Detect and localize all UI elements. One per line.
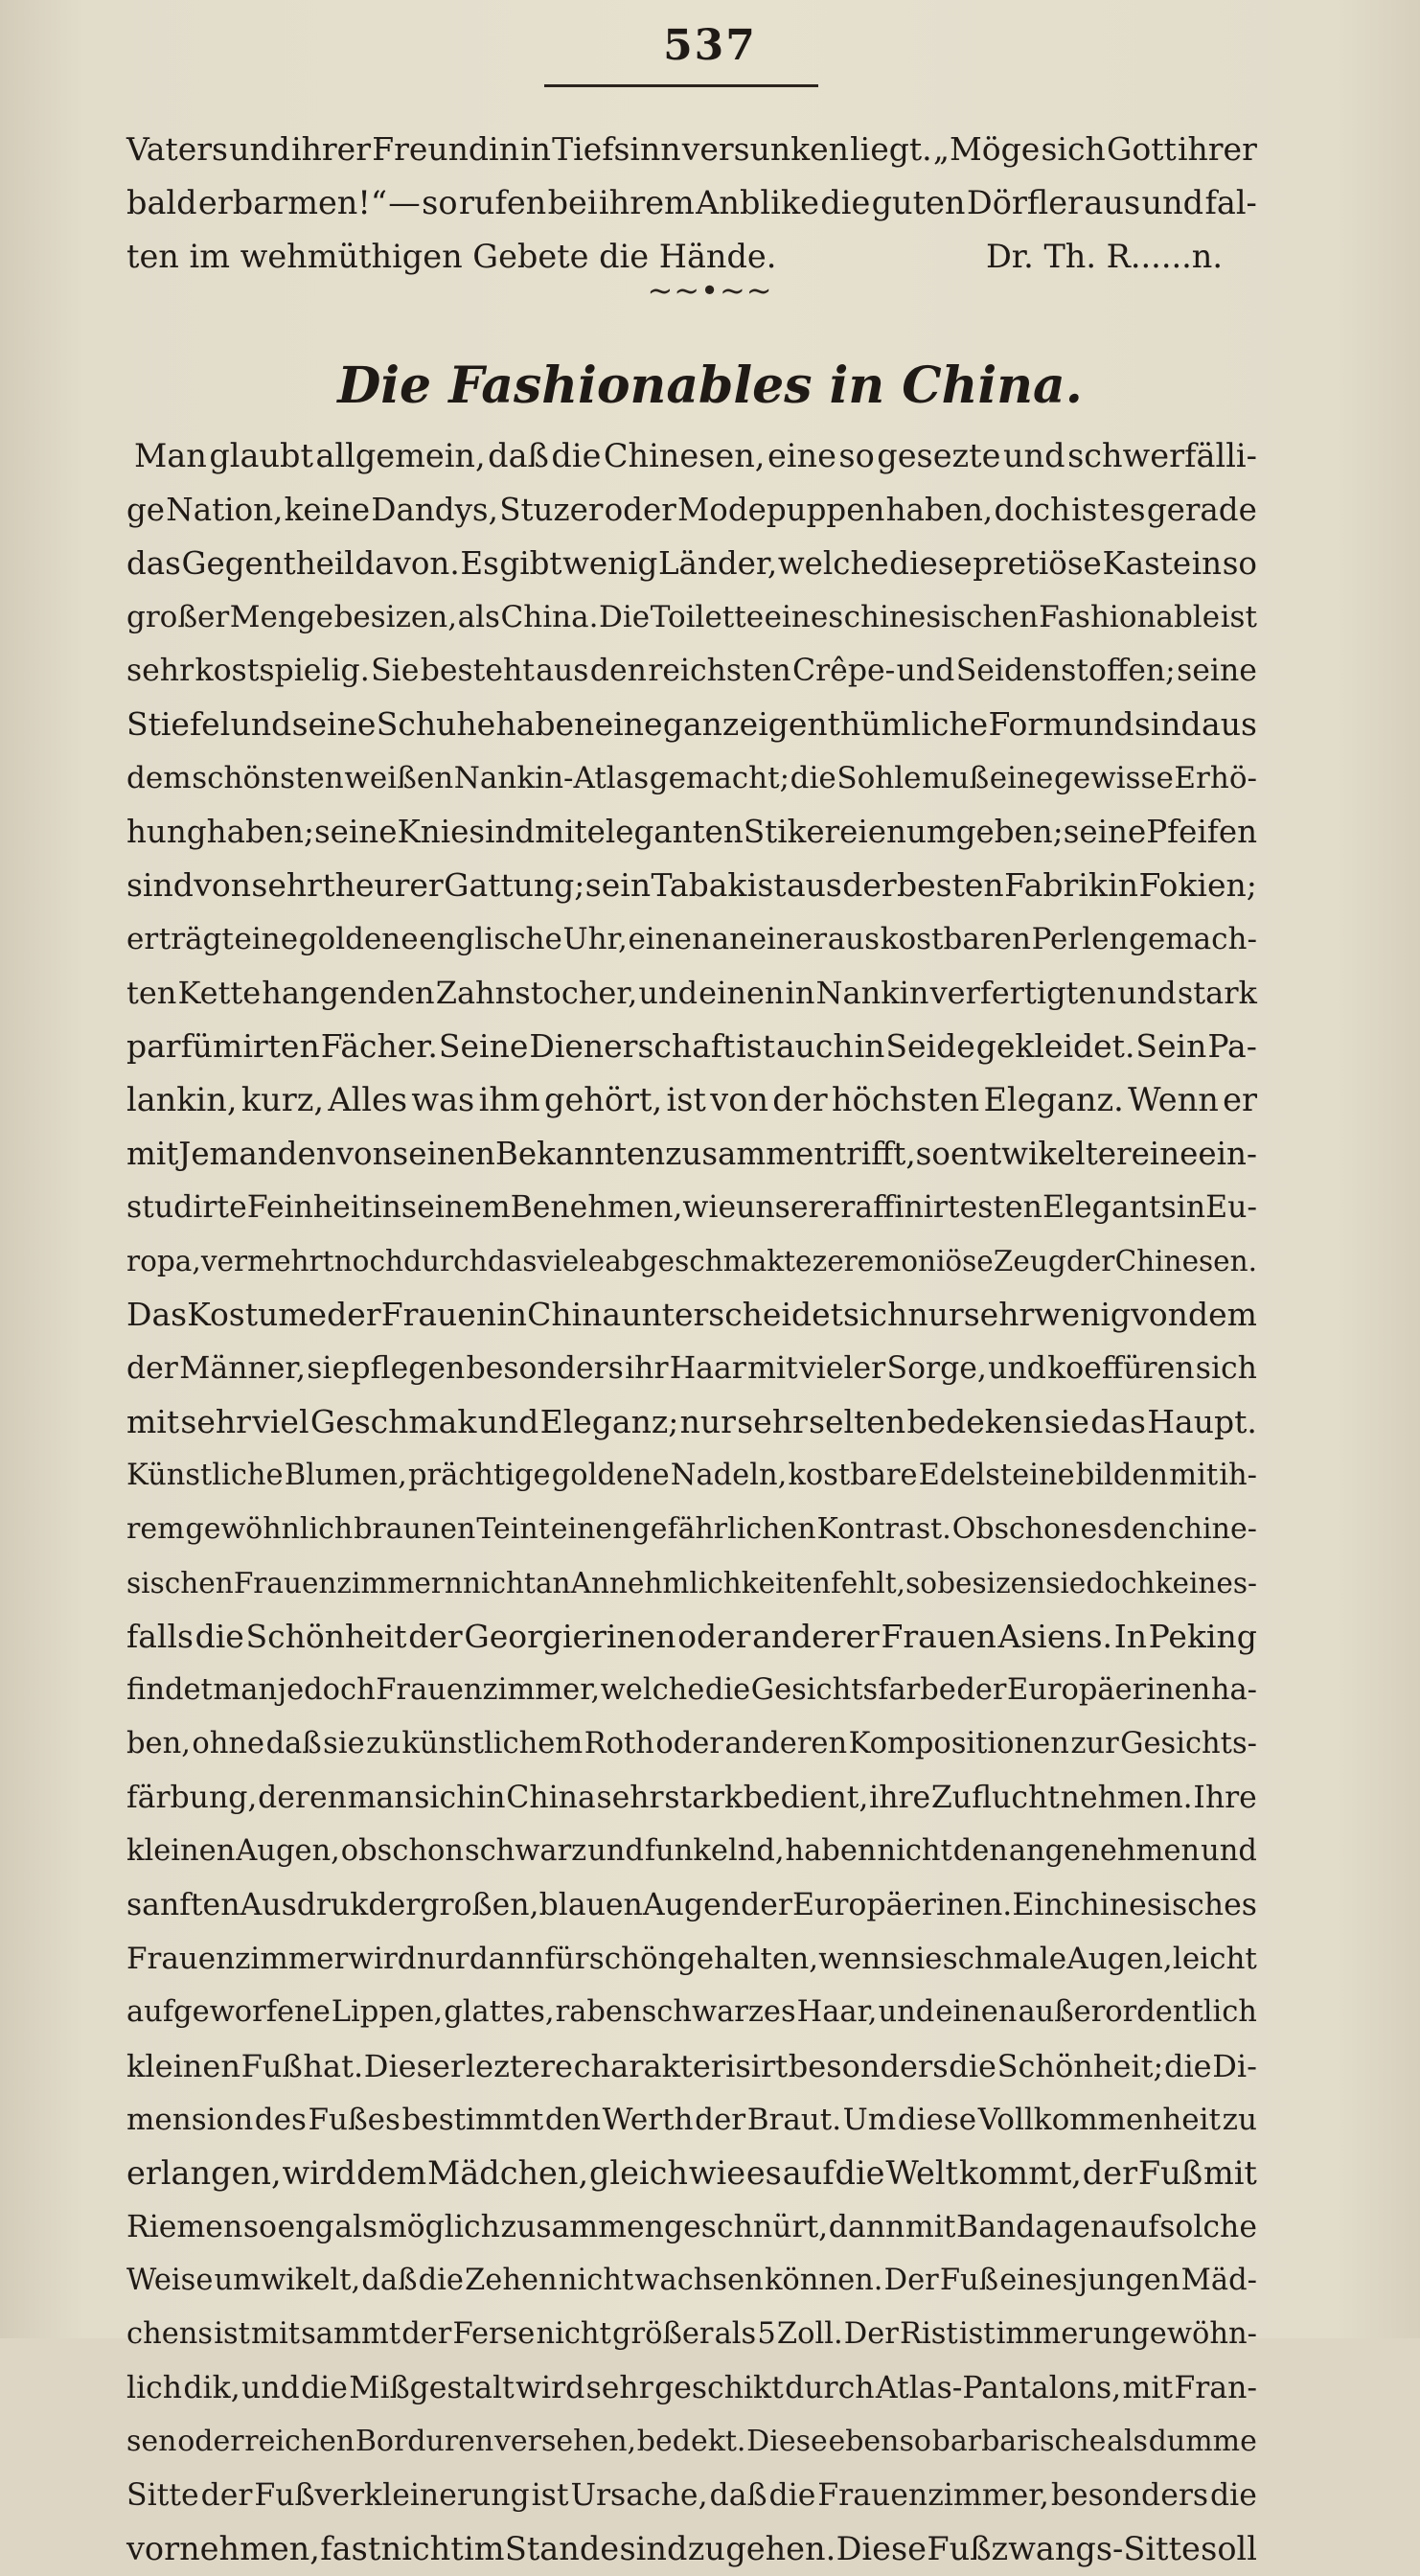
text-line: studirte Feinheit in seinem Benehmen, wie unsere raffinirtesten Elegants in Eu- (126, 1190, 1258, 1225)
header-rule (544, 84, 818, 87)
text-line: sind von sehr theurer Gattung; sein Tabak ist aus der besten Fabrik in Fokien; (126, 866, 1257, 904)
text-line: sischen Frauenzimmern nicht an Annehmlichkeiten fehlt, so besizen sie doch keines- (126, 1567, 1257, 1599)
text-line: mit sehr viel Geschmak und Eleganz; nur sehr selten bedeken sie das Haupt. (126, 1403, 1257, 1440)
text-line: Vaters und ihrer Freundin in Tiefsinn versunken liegt. „Möge sich Gott ihrer (126, 130, 1257, 168)
text-line: färbung, deren man sich in China sehr stark bedient, ihre Zuflucht nehmen. Ihre (126, 1781, 1257, 1815)
text-line: mit Jemanden von seinen Bekannten zusammentrifft, so entwikelt er eine ein- (126, 1136, 1257, 1172)
text-line: ben, ohne daß sie zu künstlichem Roth oder anderen Kompositionen zur Gesichts- (126, 1727, 1257, 1760)
text-line: Man glaubt allgemein, daß die Chinesen, eine so gesezte und schwerfälli- (134, 437, 1257, 474)
text-line: ten Kette hangenden Zahnstocher, und einen in Nankin verfertigten und stark (126, 975, 1257, 1011)
text-line: aufgeworfene Lippen, glattes, rabenschwarzes Haar, und einen außerordentlich (126, 1995, 1257, 2029)
text-line: großer Menge besizen, als China. Die Toilette eines chinesischen Fashionable ist (126, 600, 1257, 634)
text-line: das Gegentheil davon. Es gibt wenig Länder, welche diese pretiöse Kaste in so (126, 545, 1257, 582)
text-line: kleinen Fuß hat. Dieser leztere charakterisirt besonders die Schönheit; die Di- (126, 2048, 1257, 2084)
text-line: vornehmen, fast nicht im Stande sind zu gehen. Diese Fußzwangs-Sitte soll (126, 2530, 1257, 2567)
previous-article-ending (126, 123, 1257, 284)
page-number: 537 (663, 21, 757, 70)
text-line: sanften Ausdruk der großen, blauen Augen der Europäerinen. Ein chinesisches (126, 1888, 1257, 1922)
text-line: hung haben; seine Knie sind mit eleganten Stikereien umgeben; seine Pfeifen (126, 814, 1257, 850)
text-line: Stiefel und seine Schuhe haben eine ganz eigenthümliche Form und sind aus (126, 705, 1257, 743)
text-line: der Männer, sie pflegen besonders ihr Haar mit vieler Sorge, und koeffüren sich (126, 1351, 1257, 1386)
text-line: lich dik, und die Mißgestalt wird sehr geschikt durch Atlas-Pantalons, mit Fran- (126, 2371, 1257, 2405)
text-line: rem gewöhnlich braunen Teint einen gefährlichen Kontrast. Obschon es den chine- (126, 1512, 1257, 1546)
text-line: ropa, vermehrt noch durch das viele abgeschmakte zeremoniöse Zeug der Chinesen. (126, 1245, 1257, 1277)
text-line: Riemen so eng als möglich zusammengeschnürt, dann mit Bandagen auf solche (126, 2210, 1257, 2244)
text-line: bald erbarmen!“ — so rufen bei ihrem Anblike die guten Dörfler aus und fal- (126, 184, 1257, 221)
text-line: falls die Schönheit der Georgierinen oder anderer Frauen Asiens. In Peking (126, 1618, 1257, 1655)
text-line: parfümirten Fächer. Seine Dienerschaft ist auch in Seide gekleidet. Sein Pa- (126, 1027, 1257, 1065)
section-separator: ~~•~~ (647, 272, 773, 309)
text-line: dem schönsten weißen Nankin-Atlas gemacht; die Sohle muß eine gewisse Erhö- (126, 761, 1257, 795)
article-body (126, 429, 1257, 2576)
text-line: chens ist mit sammt der Ferse nicht größer als 5 Zoll. Der Rist ist immer ungewöhn- (126, 2317, 1257, 2351)
text-line: sehr kostspielig. Sie besteht aus den reichsten Crêpe- und Seidenstoffen; seine (126, 654, 1257, 688)
text-line: mension des Fußes bestimmt den Werth der Braut. Um diese Vollkommenheit zu (126, 2103, 1257, 2137)
text-line: er trägt eine goldene englische Uhr, einen an einer aus kostbaren Perlen gemach- (126, 922, 1257, 956)
text-line: ge Nation, keine Dandys, Stuzer oder Modepuppen haben, doch ist es gerade (126, 492, 1257, 528)
text-line: Sitte der Fußverkleinerung ist Ursache, daß die Frauenzimmer, besonders die (126, 2478, 1257, 2513)
text-line: Das Kostume der Frauen in China unterscheidet sich nur sehr wenig von dem (126, 1296, 1257, 1333)
text-line: Weise umwikelt, daß die Zehen nicht wachsen können. Der Fuß eines jungen Mäd- (126, 2264, 1257, 2297)
text-line: Frauenzimmer wird nur dann für schön gehalten, wenn sie schmale Augen, leicht (126, 1942, 1257, 1976)
text-line: kleinen Augen, obschon schwarz und funkelnd, haben nicht den angenehmen und (126, 1834, 1257, 1868)
article-title: Die Fashionables in China. (337, 356, 1083, 415)
author-signature: Dr. Th. R......n. (985, 238, 1223, 275)
text-line: sen oder reichen Borduren versehen, bedekt. Diese ebenso barbarische als dumme (126, 2425, 1257, 2458)
closing-text: ten im wehmüthigen Gebete die Hände. (126, 238, 777, 275)
text-line: findet man jedoch Frauenzimmer, welche die Gesichtsfarbe der Europäerinen ha- (126, 1673, 1257, 1707)
text-line: Künstliche Blumen, prächtige goldene Nadeln, kostbare Edelsteine bilden mit ih- (126, 1459, 1257, 1492)
text-line: erlangen, wird dem Mädchen, gleich wie es auf die Welt kommt, der Fuß mit (126, 2154, 1257, 2192)
text-line: lankin, kurz, Alles was ihm gehört, ist von der höchsten Eleganz. Wenn er (126, 1081, 1257, 1118)
